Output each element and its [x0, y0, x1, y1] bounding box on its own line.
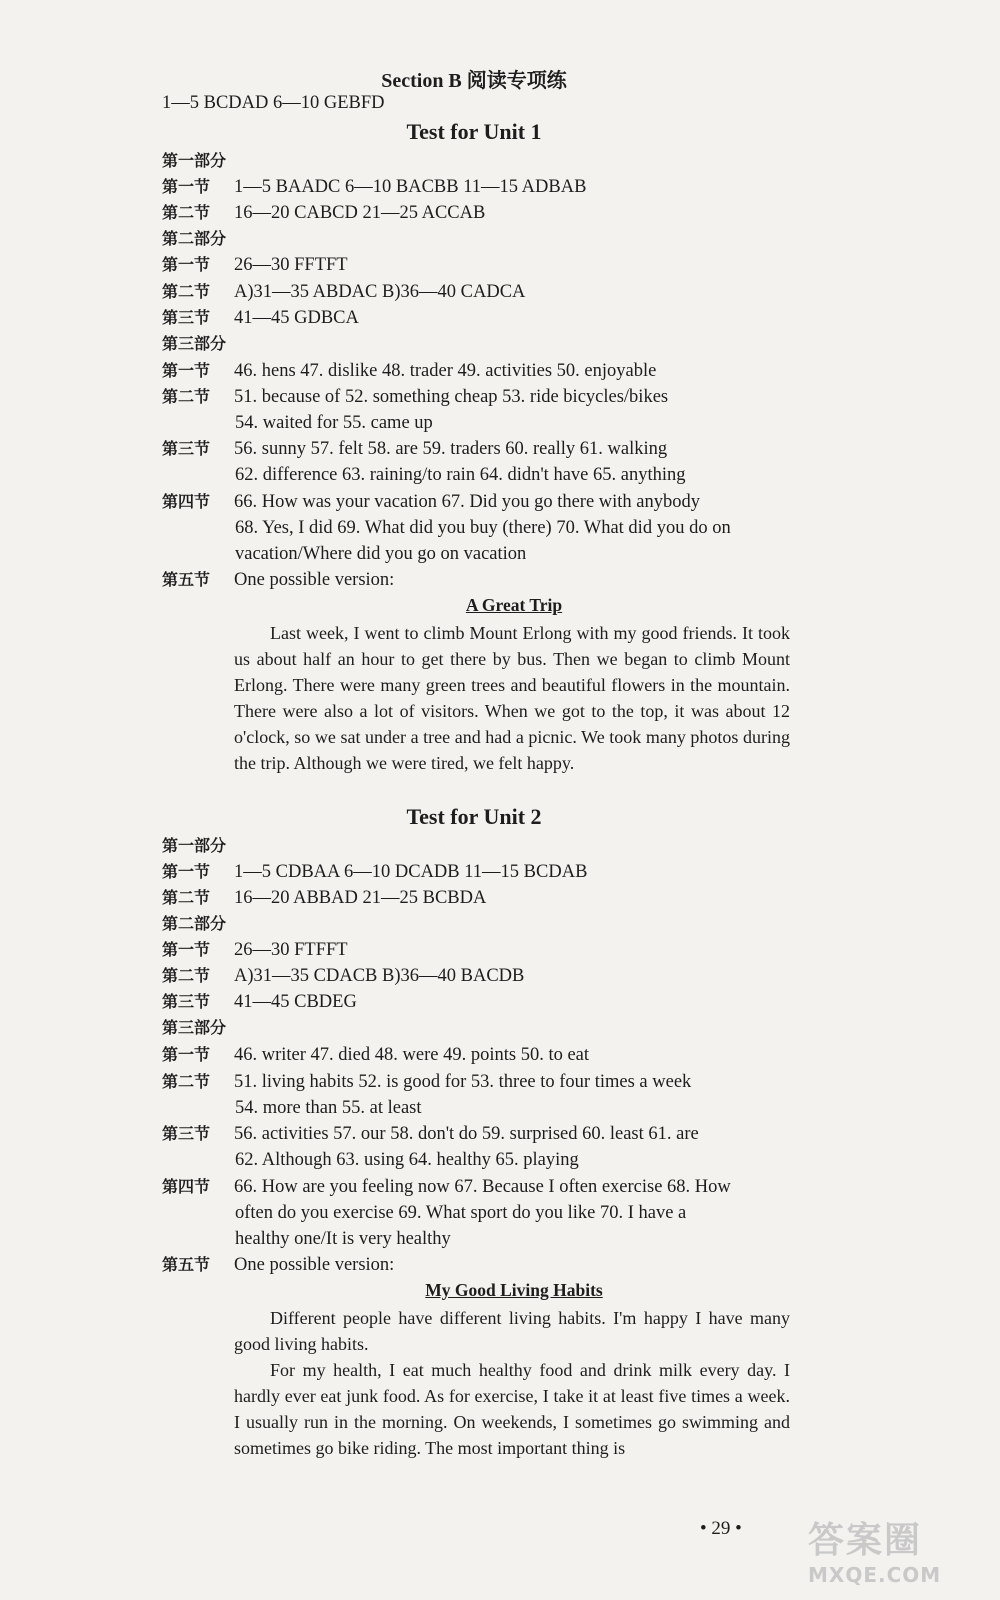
answer-text: One possible version: — [234, 1255, 395, 1275]
answer-text: 26—30 FTFFT — [234, 940, 348, 960]
section-label: 第一节 — [162, 255, 211, 274]
answer-text-cont: 62. Although 63. using 64. healthy 65. playing — [235, 1150, 579, 1170]
answer-text: 51. because of 52. something cheap 53. ride bicycles/bikes — [234, 387, 669, 407]
answer-text: A)31—35 ABDAC B)36—40 CADCA — [234, 282, 526, 302]
section-label: 第二节 — [162, 387, 211, 406]
essay-title: A Great Trip — [465, 595, 563, 615]
essay-body — [234, 620, 790, 776]
unit2-p1s1 — [162, 860, 587, 884]
answer-text: 46. hens 47. dislike 48. trader 49. activities 50. enjoyable — [234, 361, 657, 381]
unit2-p3s2 — [162, 1070, 691, 1094]
answer-text: 51. living habits 52. is good for 53. three to four times a week — [234, 1072, 692, 1092]
answer-text-cont: 62. difference 63. raining/to rain 64. didn't have 65. anything — [235, 465, 686, 485]
answer-text: 41—45 GDBCA — [234, 308, 359, 328]
unit1-part2-heading: 第二部分 — [162, 229, 227, 248]
answer-text: 41—45 CBDEG — [234, 992, 357, 1012]
section-label: 第二节 — [162, 966, 211, 985]
unit1-p1s1 — [162, 175, 586, 199]
unit2-p2s2 — [162, 964, 524, 988]
section-label: 第五节 — [162, 1255, 211, 1274]
essay-title: My Good Living Habits — [425, 1280, 603, 1300]
answer-text: One possible version: — [234, 570, 395, 590]
answer-text: 16—20 ABBAD 21—25 BCBDA — [234, 888, 487, 908]
section-label: 第四节 — [162, 1177, 211, 1196]
unit1-part3-heading: 第三部分 — [162, 334, 227, 353]
unit2-p2s3 — [162, 990, 357, 1014]
watermark-top: 答案圈 — [808, 1520, 923, 1561]
unit1-part1-heading: 第一部分 — [162, 151, 227, 170]
section-b-title: Section B 阅读专项练 — [381, 70, 567, 92]
answer-text-cont: vacation/Where did you go on vacation — [235, 544, 527, 564]
unit1-p3s3 — [162, 437, 667, 461]
essay-paragraph: Different people have different living habits. I'm happy I have many good living habits. — [234, 1308, 790, 1354]
unit1-p2s3 — [162, 306, 359, 330]
answer-text-cont: 54. waited for 55. came up — [235, 413, 433, 433]
answer-text: 56. activities 57. our 58. don't do 59. surprised 60. least 61. are — [234, 1124, 699, 1144]
unit1-title: Test for Unit 1 — [406, 119, 542, 144]
watermark-logo — [808, 1512, 978, 1592]
unit1-p2s1 — [162, 253, 348, 277]
unit2-p2s1 — [162, 938, 348, 962]
unit2-part2-heading: 第二部分 — [162, 914, 227, 933]
essay-paragraph: Last week, I went to climb Mount Erlong with my good friends. It took us about half an hour to get there by bus. Then we began to climb Mount Erlong. There were many green trees and beautiful flowers in the mountain. There were also a lot of visitors. When we got to the top, it was about 12 o'clock, so we sat under a tree and had a picnic. We took many photos during the trip. Although we were tired, we felt happy. — [234, 623, 790, 773]
answer-text: 66. How was your vacation 67. Did you go there with anybody — [234, 492, 701, 512]
section-label: 第二节 — [162, 1072, 211, 1091]
unit2-p1s2 — [162, 886, 486, 910]
answer-text: 56. sunny 57. felt 58. are 59. traders 60. really 61. walking — [234, 439, 668, 459]
unit2-part1-heading: 第一部分 — [162, 836, 227, 855]
unit1-p3s1 — [162, 359, 656, 383]
unit2-p3s3 — [162, 1122, 699, 1146]
unit1-p3s5 — [162, 568, 394, 592]
essay-paragraph: For my health, I eat much healthy food and drink milk every day. I hardly ever eat junk food. As for exercise, I take it at least five times a week. I usually run in the morning. On weekends, I sometimes go swimming and sometimes go bike riding. The most important thing is — [234, 1360, 790, 1458]
section-label: 第二节 — [162, 282, 211, 301]
unit1-p1s2 — [162, 201, 485, 225]
answer-text-cont: often do you exercise 69. What sport do you like 70. I have a — [235, 1203, 687, 1223]
section-label: 第三节 — [162, 992, 211, 1011]
unit2-p3s5 — [162, 1253, 394, 1277]
section-label: 第一节 — [162, 1045, 211, 1064]
unit2-p3s4 — [162, 1175, 731, 1199]
section-label: 第三节 — [162, 308, 211, 327]
answer-text-cont: 68. Yes, I did 69. What did you buy (there) 70. What did you do on — [235, 518, 731, 538]
unit2-part3-heading: 第三部分 — [162, 1018, 227, 1037]
section-b-answers: 1—5 BCDAD 6—10 GEBFD — [162, 93, 385, 113]
watermark-bottom: MXQE.COM — [808, 1563, 942, 1587]
answer-text-cont: healthy one/It is very healthy — [235, 1229, 451, 1249]
unit1-p3s2 — [162, 385, 668, 409]
answer-text: A)31—35 CDACB B)36—40 BACDB — [234, 966, 525, 986]
section-label: 第一节 — [162, 940, 211, 959]
answer-text: 16—20 CABCD 21—25 ACCAB — [234, 203, 486, 223]
answer-text-cont: 54. more than 55. at least — [235, 1098, 422, 1118]
answer-text: 66. How are you feeling now 67. Because I often exercise 68. How — [234, 1177, 731, 1197]
section-label: 第五节 — [162, 570, 211, 589]
unit2-p3s1 — [162, 1043, 589, 1067]
answer-text: 1—5 CDBAA 6—10 DCADB 11—15 BCDAB — [234, 862, 588, 882]
section-label: 第二节 — [162, 203, 211, 222]
unit1-p2s2 — [162, 280, 525, 304]
unit1-p3s4 — [162, 490, 700, 514]
essay-body — [234, 1305, 790, 1461]
answer-text: 46. writer 47. died 48. were 49. points 50. to eat — [234, 1045, 590, 1065]
page-number: • 29 • — [700, 1518, 742, 1539]
answer-text: 1—5 BAADC 6—10 BACBB 11—15 ADBAB — [234, 177, 587, 197]
unit2-title: Test for Unit 2 — [406, 804, 542, 829]
section-label: 第四节 — [162, 492, 211, 511]
section-label: 第一节 — [162, 361, 211, 380]
section-label: 第三节 — [162, 1124, 211, 1143]
section-label: 第一节 — [162, 862, 211, 881]
answer-text: 26—30 FFTFT — [234, 255, 348, 275]
section-label: 第一节 — [162, 177, 211, 196]
section-label: 第二节 — [162, 888, 211, 907]
section-label: 第三节 — [162, 439, 211, 458]
